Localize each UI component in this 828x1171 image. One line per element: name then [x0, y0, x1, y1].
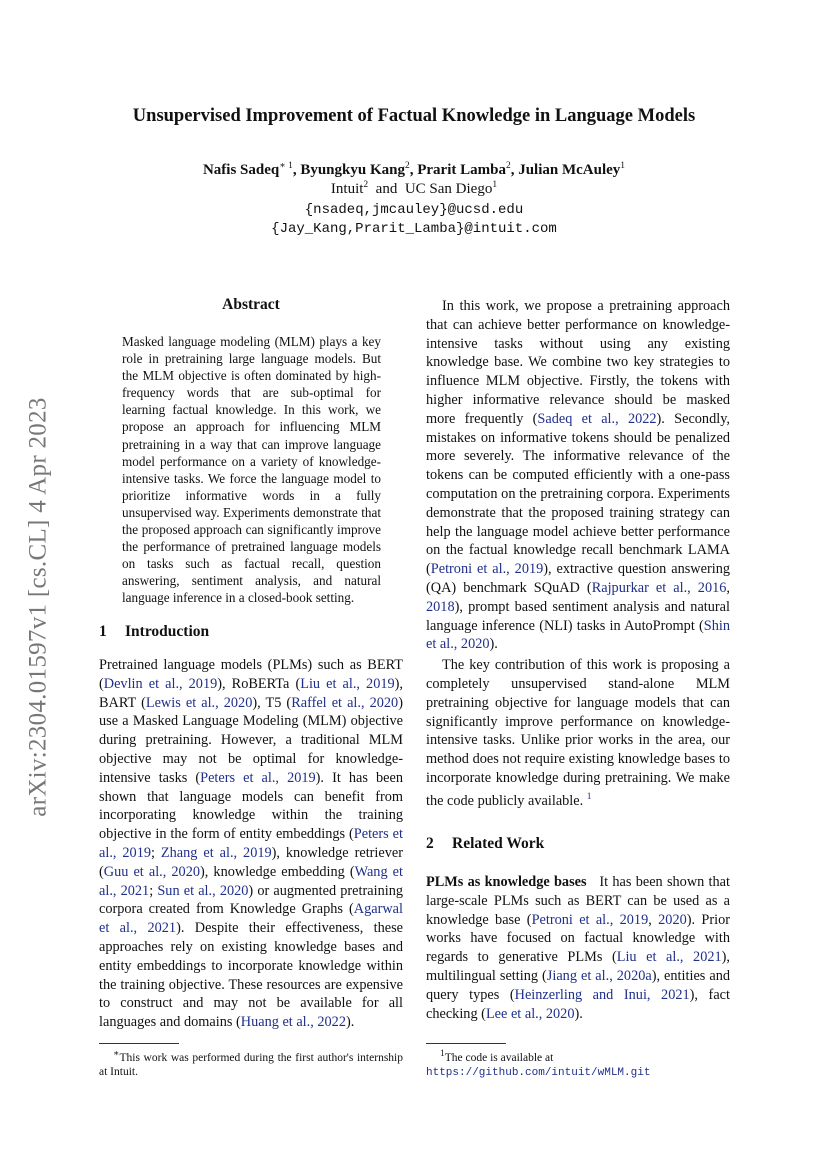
intro-column-left — [99, 656, 403, 1032]
footnote-right: $^1$The code is available at https://github.com/intuit/wMLM.git — [426, 1049, 651, 1080]
footnote-rule — [426, 1043, 506, 1044]
citation-link[interactable]: Liu et al., 2021 — [616, 949, 722, 966]
citation-link[interactable]: Devlin et al., 2019 — [103, 675, 218, 692]
abstract-body: Masked language modeling (MLM) plays a key role in pretraining large language models. But the MLM objective is often dominated by high-frequency words that are sub-optimal for learning factual knowledge. In this work, we propose an approach for influencing MLM pretraining in a way that can improve language model performance on a variety of knowledge-intensive tasks. We force the language model to prioritize informative words in a fully unsupervised way. Experiments demonstrate that the proposed approach can significantly improve the performance of pretrained language models on tasks such as factual recall, question answering, sentiment analysis, and natural language inference in a closed-book setting. — [122, 334, 381, 606]
paragraph: The key contribution of this work is proposing a completely unsupervised stand-alone MLM pretraining objective for language models that can significantly improve performance on knowledge-intensive tasks. Unlike prior works in the area, our method does not require existing knowledge bases to incorporate knowledge during pretraining. We make the code publicly available. $^1$ — [426, 657, 730, 809]
author: Byungkyu Kang$^2$, — [300, 161, 418, 178]
code-url-link[interactable]: https://github.com/intuit/wMLM.git — [426, 1067, 651, 1080]
citation-link[interactable]: Raffel et al., 2020 — [291, 694, 399, 711]
citation-link[interactable]: Lewis et al., 2020 — [145, 694, 253, 711]
citation-link[interactable]: Shin et al., 2020 — [426, 617, 730, 653]
citation-link[interactable]: 2020 — [658, 911, 687, 928]
citation-link[interactable]: Petroni et al., 2019 — [430, 561, 544, 578]
intro-column-right — [426, 297, 730, 810]
paragraph: In this work, we propose a pretraining approach that can achieve better performance on knowledge-intensive tasks without using any existing knowledge base. We combine two key strategies to influence MLM objective. Firstly, the tokens with higher informative relevance should be masked more frequently (Sadeq et al., 2022). Secondly, mistakes on informative tokens should be penalized more severely. The informative relevance of the tokens can be computed efficiently with a one-pass computation on the pretraining corpora. Experiments demonstrate that the proposed training strategy can help the language model achieve better performance on the factual knowledge recall benchmark LAMA (Petroni et al., 2019), extractive question answering (QA) benchmark SQuAD (Rajpurkar et al., 2016, 2018), prompt based sentiment analysis and natural language inference (NLI) tasks in AutoPrompt (Shin et al., 2020). — [426, 298, 731, 653]
citation-link[interactable]: Zhang et al., 2019 — [160, 844, 272, 861]
footnote-left: ∗This work was performed during the first author's internship at Intuit. — [99, 1049, 403, 1079]
affiliations: Intuit$^2$ and UC San Diego$^1$ — [330, 180, 498, 197]
citation-link[interactable]: Huang et al., 2022 — [240, 1014, 346, 1031]
author: Nafis Sadeq$^{∗ 1}$, — [202, 161, 301, 178]
citation-link[interactable]: Peters et al., 2019 — [99, 826, 403, 861]
citation-link[interactable]: Rajpurkar et al., 2016 — [591, 579, 727, 596]
email-ucsd: {nsadeq,jmcauley}@ucsd.edu — [304, 202, 524, 218]
abstract-heading: Abstract — [222, 296, 280, 313]
citation-link[interactable]: Sadeq et al., 2022 — [537, 410, 657, 427]
footnote-rule — [99, 1043, 179, 1044]
citation-link[interactable]: Lee et al., 2020 — [485, 1005, 575, 1022]
author: Julian McAuley$^1$ — [518, 161, 626, 178]
citation-link[interactable]: Sun et al., 2020 — [157, 882, 249, 899]
arxiv-sidebar — [22, 372, 56, 842]
section-heading-introduction: 1 Introduction — [99, 623, 210, 640]
citation-link[interactable]: Wang et al., 2021 — [99, 863, 403, 899]
author: Prarit Lamba$^2$, — [417, 161, 519, 178]
citation-link[interactable]: Guu et al., 2020 — [103, 863, 201, 880]
citation-link[interactable]: Liu et al., 2019 — [300, 675, 395, 692]
citation-link[interactable]: Heinzerling and Inui, 2021 — [514, 986, 690, 1003]
citation-link[interactable]: Agarwal et al., 2021 — [99, 901, 403, 937]
paper-title: Unsupervised Improvement of Factual Knowledge in Language Models — [132, 106, 696, 126]
arxiv-id: arXiv:2304.01597v1 [cs.CL] 4 Apr 2023 — [25, 397, 53, 817]
paragraph: Pretrained language models (PLMs) such as BERT (Devlin et al., 2019), RoBERTa (Liu et al., 2019), BART (Lewis et al., 2020), T5 (Raffel et al., 2020) use a Masked Language Modeling (MLM) objective during pretraining. However, a traditional MLM objective may not be optimal for knowledge-intensive tasks (Peters et al., 2019). It has been shown that language models can benefit from incorporating knowledge within the training objective in the form of entity embeddings (Peters et al., 2019; Zhang et al., 2019), knowledge retriever (Guu et al., 2020), knowledge embedding (Wang et al., 2021; Sun et al., 2020) or augmented pretraining corpora created from Knowledge Graphs (Agarwal et al., 2021). Despite their effectiveness, these approaches rely on existing knowledge bases and entity embeddings to incorporate knowledge within the training objective. These resources are expensive to construct and may not be available for all languages and domains (Huang et al., 2022). — [99, 657, 404, 1031]
section-heading-related-work: 2 Related Work — [426, 835, 545, 852]
author-list — [0, 160, 828, 179]
paragraph-lead: PLMs as knowledge bases — [426, 874, 587, 890]
citation-link[interactable]: 2018 — [426, 598, 455, 615]
related-work-body — [426, 873, 730, 1023]
paragraph: PLMs as knowledge bases It has been shown that large-scale PLMs such as BERT can be used as a knowledge base (Petroni et al., 2019, 2020). Prior works have focused on factual knowledge with regards to generative PLMs (Liu et al., 2021), multilingual setting (Jiang et al., 2020a), entities and query types (Heinzerling and Inui, 2021), fact checking (Lee et al., 2020). — [426, 874, 730, 1022]
footnote-marker[interactable]: 1 — [586, 791, 592, 802]
email-intuit: {Jay_Kang,Prarit_Lamba}@intuit.com — [271, 221, 557, 237]
citation-link[interactable]: Jiang et al., 2020a — [546, 967, 652, 984]
citation-link[interactable]: Petroni et al., 2019 — [531, 911, 649, 928]
citation-link[interactable]: Peters et al., 2019 — [200, 769, 316, 786]
